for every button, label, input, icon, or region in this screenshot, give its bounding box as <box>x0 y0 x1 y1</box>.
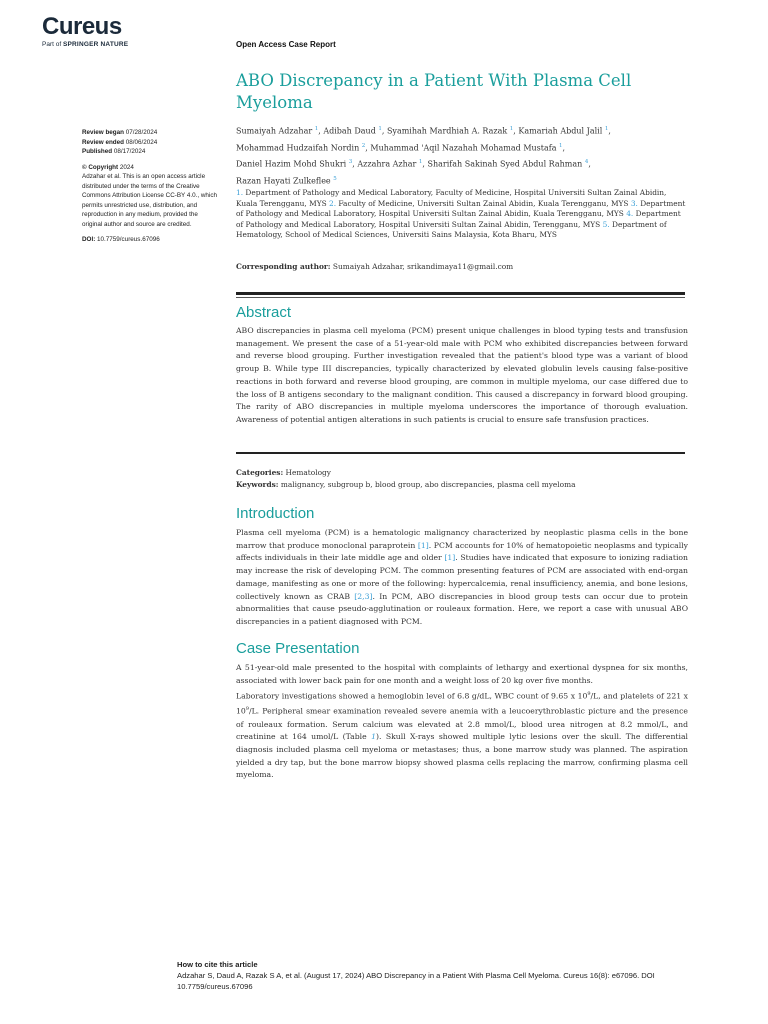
author-affiliation-mark: 1 <box>418 159 423 166</box>
article-type: Open Access Case Report <box>236 40 336 49</box>
review-ended-label: Review ended <box>82 138 124 146</box>
intro-text-part: . In PCM, ABO discrepancies in blood group tests can occur due to protein abnormalities that cause pseudo-agglutination or rouleaux formation. Here, we report a case with unusual ABO discrepancies in a patient diagnosed with PCM. <box>236 591 688 626</box>
divider-abstract-end <box>236 452 685 454</box>
published-row <box>82 147 217 157</box>
case-text-part: /L, and platelets of 221 x 10 <box>236 691 688 716</box>
keywords-value: malignancy, subgroup b, blood group, abo discrepancies, plasma cell myeloma <box>280 480 576 489</box>
affiliations <box>236 188 686 241</box>
superscript: 9 <box>587 691 591 697</box>
case-text-part: /L. Peripheral smear examination revealed severe anemia with a leucoerythroblastic picture and the presence of rouleaux formation. Serum calcium was elevated at 2.8 mmol/L, blood urea nitrogen at 8.2 mmol/L, and creatinine at 164 umol/L (Table <box>236 706 688 742</box>
citation-text: Adzahar S, Daud A, Razak S A, et al. (August 17, 2024) ABO Discrepancy in a Patient With Plasma Cell Myeloma. Cureus 16(8): e67096. DOI 10.7759/cureus.67096 <box>177 971 655 991</box>
categories-label: Categories: <box>236 468 284 477</box>
author-name[interactable]: Daniel Hazim Mohd Shukri <box>236 159 347 169</box>
reference-link[interactable]: [2,3] <box>354 591 373 601</box>
author-name[interactable]: Razan Hayati Zulkeflee <box>236 176 331 186</box>
reference-link[interactable]: [1] <box>444 553 456 563</box>
abstract-text: ABO discrepancies in plasma cell myeloma (PCM) present unique challenges in blood typing tests and transfusion management. We present the case of a 51-year-old male with PCM who exhibited discrepancies between forward and reverse blood grouping. Further investigation revealed that the patient's blood type was a variant of blood group B. While type III discrepancies, typically characterized by elevated globulin levels causing false-positive reactions in both forward and reverse blood grouping, are common in multiple myeloma, our case differed due to the loss of B antigens secondary to the malignant condition. This caused a discrepancy in forward blood grouping. The rarity of ABO discrepancies in multiple myeloma underscores the importance of thorough evaluation. Awareness of potential antigen alterations in such patients is crucial to ensure safe transfusion practices. <box>236 326 688 424</box>
introduction-text <box>236 527 688 629</box>
keywords-line <box>236 480 576 489</box>
intro-text-part: Plasma cell myeloma (PCM) is a hematologic malignancy characterized by neoplastic plasma cells in the bone marrow that produce monoclonal paraprotein <box>236 528 688 550</box>
reference-link[interactable]: [1] <box>417 540 429 550</box>
abstract-heading: Abstract <box>236 304 292 321</box>
doi-label: DOI: <box>82 236 96 243</box>
affiliation-text: Department of Pathology and Medical Laboratory, Faculty of Medicine, Hospital Universiti Sultan Zainal Abidin, Kuala Terengganu, MYS <box>236 188 667 208</box>
divider-thick <box>236 292 685 295</box>
author-affiliation-mark: 4 <box>584 159 589 166</box>
review-ended-row <box>82 138 217 148</box>
copyright-year: 2024 <box>119 163 134 171</box>
copyright-label: © Copyright <box>82 163 119 171</box>
case-text-part: Laboratory investigations showed a hemoglobin level of 6.8 g/dL, WBC count of 9.65 x 10 <box>236 691 588 701</box>
case-text-part: ). Skull X-rays showed multiple lytic lesions over the skull. The differential diagnosis included plasma cell myeloma or metastases; thus, a bone marrow study was planned. The aspiration yielded a dry tap, but the bone marrow biopsy showed plasma cells replacing the marrow, confirming plasma cell myeloma. <box>236 732 688 780</box>
intro-text-part: . Studies have indicated that exposure to ionizing radiation may increase the risk of developing PCM. The common presenting features of PCM are associated with end-organ damage, manifesting as one or more of the following: hypercalcemia, renal insufficiency, anemia, and bone lesions, collectively known as CRAB <box>236 553 688 601</box>
case-paragraph-2 <box>236 688 688 782</box>
published-date: 08/17/2024 <box>113 148 146 155</box>
doi-link[interactable]: 10.7759/cureus.67096 <box>97 236 160 243</box>
author-name[interactable]: Sumaiyah Adzahar <box>236 126 313 136</box>
author-affiliation-mark: 1 <box>314 126 319 132</box>
cureus-logo[interactable] <box>42 14 128 48</box>
affiliation-number: 1. <box>236 188 244 197</box>
affiliation-number: 3. <box>630 198 638 208</box>
affiliation-number: 2. <box>329 198 337 208</box>
categories-line <box>236 468 331 477</box>
logo-part-of: Part of <box>42 41 62 48</box>
author-affiliation-mark: 2 <box>361 142 366 149</box>
review-began-label: Review began <box>82 129 124 136</box>
affiliation-number: 5. <box>602 219 610 229</box>
published-label: Published <box>82 148 113 155</box>
author-affiliation-mark: 1 <box>559 142 563 149</box>
author-list: Sumaiyah Adzahar $^1$, Adibah Daud $^1$, Syamihah Mardhiah A. Razak $^1$, Kamariah Abdul Jalil $^1$, Mohammad Hudzaifah Nordin $^2$, Muhammad 'Aqil Nazahah Mohamad Mustafa $^1$, Daniel Hazim Mohd Shukri $^3$, Azzahra Azhar $^1$, Sharifah Sakinah Syed Abdul Rahman $^4$, Razan Hayati Zulkeflee $^5$ <box>236 126 611 186</box>
author-name[interactable]: Kamariah Abdul Jalil <box>518 126 603 136</box>
article-title: ABO Discrepancy in a Patient With Plasma Cell Myeloma <box>236 71 632 112</box>
license-text: Adzahar et al. This is an open access article distributed under the terms of the Creative Commons Attribution License CC-BY 4.0., which permits unrestricted use, distribution, and reproduction in any medium, provided the original author and source are credited. <box>82 173 217 228</box>
author-name[interactable]: Adibah Daud <box>323 126 376 136</box>
logo-subline <box>42 41 128 48</box>
author-name[interactable]: Syamihah Mardhiah A. Razak <box>386 126 508 136</box>
categories-value[interactable]: Hematology <box>285 468 331 477</box>
article-sidebar <box>82 128 217 245</box>
review-began-row <box>82 128 217 138</box>
corresponding-author-contact[interactable]: Sumaiyah Adzahar, srikandimaya11@gmail.com <box>332 262 514 271</box>
logo-wordmark: Cureus <box>42 13 122 40</box>
review-began-date: 07/28/2024 <box>125 129 158 136</box>
author-name[interactable]: Azzahra Azhar <box>357 159 417 169</box>
case-presentation-heading: Case Presentation <box>236 640 360 657</box>
author-affiliation-mark: 1 <box>378 126 382 132</box>
author-name[interactable]: Mohammad Hudzaifah Nordin <box>236 143 360 153</box>
copyright-row <box>82 163 217 173</box>
table-reference-link[interactable]: 1 <box>371 732 376 742</box>
citation-heading: How to cite this article <box>177 960 258 969</box>
doi-row <box>82 235 217 245</box>
superscript: 9 <box>245 706 249 713</box>
author-affiliation-mark: 1 <box>604 126 609 132</box>
author-affiliation-mark: 5 <box>333 175 337 182</box>
affiliation-number: 4. <box>626 209 634 218</box>
author-affiliation-mark: 1 <box>509 126 514 132</box>
divider-thin <box>236 297 685 298</box>
introduction-heading: Introduction <box>236 505 315 522</box>
corresponding-author-label: Corresponding author: <box>236 262 331 271</box>
author-name[interactable]: Sharifah Sakinah Syed Abdul Rahman <box>427 159 583 169</box>
keywords-label: Keywords: <box>236 480 279 489</box>
affiliation-text: Department of Pathology and Medical Laboratory, Hospital Universiti Sultan Zainal Abidin, Terengganu, MYS <box>236 209 681 229</box>
logo-publisher: SPRINGER NATURE <box>62 41 129 48</box>
intro-text-part: . PCM accounts for 10% of hematopoietic neoplasms and typically affects individuals in their late middle age and older <box>236 540 688 563</box>
author-affiliation-mark: 3 <box>348 159 353 166</box>
affiliation-text: Department of Pathology and Medical Laboratory, Hospital Universiti Sultan Zainal Abidin, Kuala Terengganu, MYS <box>236 198 686 218</box>
review-ended-date: 08/06/2024 <box>125 138 158 146</box>
affiliation-text: Department of Hematology, School of Medical Sciences, Universiti Sains Malaysia, Kota Bharu, MYS <box>236 219 667 239</box>
citation-block <box>177 959 717 992</box>
author-name[interactable]: Muhammad 'Aqil Nazahah Mohamad Mustafa <box>370 143 557 153</box>
corresponding-author <box>236 262 513 271</box>
affiliation-text: Faculty of Medicine, Universiti Sultan Zainal Abidin, Kuala Terengganu, MYS <box>338 198 629 208</box>
case-paragraph-1: A 51-year-old male presented to the hospital with complaints of lethargy and exertional dyspnea for six months, associated with lower back pain for one month and a weight loss of 20 kg over five months. <box>236 663 688 685</box>
